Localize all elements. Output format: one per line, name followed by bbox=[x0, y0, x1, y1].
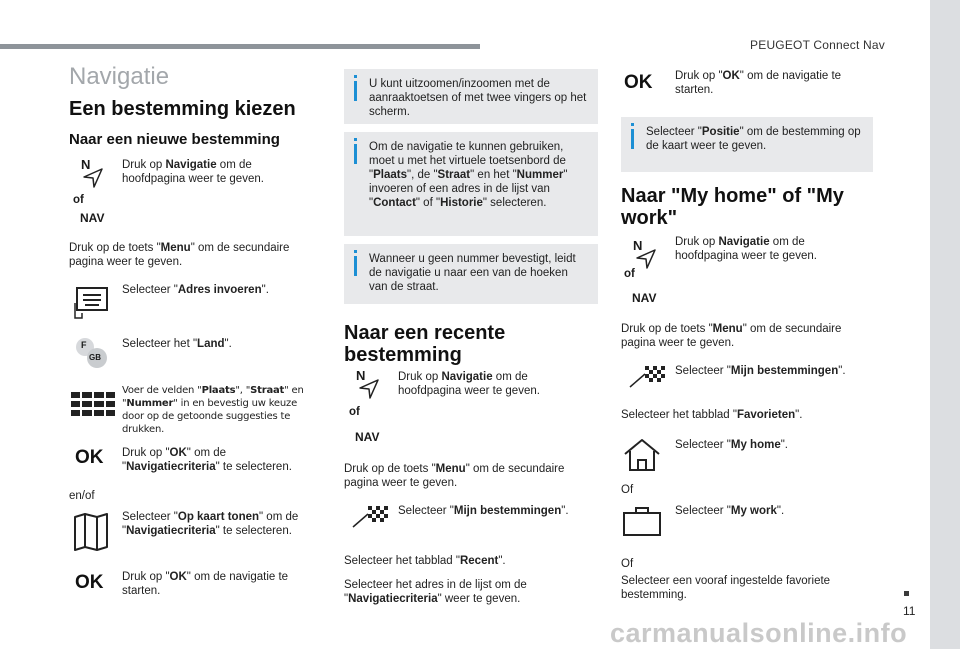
step-press-ok-start: Druk op "OK" om de navigatie te starten. bbox=[675, 70, 842, 96]
step-press-navigation: Druk op Navigatie om de hoofdpagina weer te geven. bbox=[675, 236, 817, 262]
heading-my-home-work: Naar "My home" of "My work" bbox=[621, 185, 844, 229]
navigation-arrow-icon bbox=[82, 167, 104, 189]
nav-button-icon bbox=[68, 155, 108, 225]
info-icon bbox=[354, 256, 357, 276]
destination-flag-icon bbox=[352, 506, 388, 528]
step-enter-address: Selecteer "Adres invoeren". bbox=[122, 284, 269, 296]
page-edge-tab bbox=[930, 0, 960, 649]
ok-icon: OK bbox=[75, 572, 104, 593]
nav-label: NAV bbox=[355, 430, 380, 444]
step-press-menu: Druk op de toets "Menu" om de secundaire pagina weer te geven. bbox=[69, 242, 290, 268]
info-text: Om de navigatie te kunnen gebruiken, moet u met het virtuele toetsenbord de "Plaats", de "Straat" en het "Nummer" invoeren of een adres in de lijst van "Contact" of "Historie" selecteren. bbox=[369, 141, 568, 209]
watermark: carmanualsonline.info bbox=[610, 618, 908, 648]
step-favorites-tab: Selecteer het tabblad "Favorieten". bbox=[621, 409, 803, 421]
step-press-ok-criteria: Druk op "OK" om de "Navigatiecriteria" te selecteren. bbox=[122, 447, 292, 473]
map-icon bbox=[73, 513, 109, 551]
step-select-country: Selecteer het "Land". bbox=[122, 338, 232, 350]
step-show-on-map: Selecteer "Op kaart tonen" om de "Navigatiecriteria" te selecteren. bbox=[122, 511, 299, 537]
info-text: U kunt uitzoomen/inzoomen met de aanraaktoetsen of met twee vingers op het scherm. bbox=[369, 78, 587, 118]
nav-button-icon bbox=[344, 364, 384, 444]
nav-arrow-letter: N bbox=[356, 368, 366, 383]
step-press-navigation: Druk op Navigatie om de hoofdpagina weer te geven. bbox=[398, 371, 540, 397]
step-press-menu: Druk op de toets "Menu" om de secundaire pagina weer te geven. bbox=[621, 323, 842, 349]
heading-recent-destination: Naar een recente bestemming bbox=[344, 322, 506, 366]
destination-flag-icon bbox=[629, 366, 665, 388]
section-title: Navigatie bbox=[69, 63, 170, 90]
step-my-destinations: Selecteer "Mijn bestemmingen". bbox=[398, 505, 569, 517]
ok-icon: OK bbox=[624, 72, 653, 93]
step-select-address: Selecteer het adres in de lijst om de "Navigatiecriteria" weer te geven. bbox=[344, 579, 527, 605]
continue-marker bbox=[904, 591, 909, 596]
step-enter-fields: Voer de velden "Plaats", "Straat" en "Nummer" in en bevestig uw keuze door op de getoonde suggesties te drukken. bbox=[122, 385, 304, 435]
or-label: of bbox=[73, 194, 84, 206]
or-label: of bbox=[349, 406, 360, 418]
country-code-a: F bbox=[81, 340, 87, 350]
info-text: Selecteer "Positie" om de bestemming op de kaart weer te geven. bbox=[646, 126, 861, 152]
info-box-position bbox=[621, 117, 873, 172]
nav-arrow-letter: N bbox=[633, 238, 643, 253]
step-select-favorite: Selecteer een vooraf ingestelde favoriete bestemming. bbox=[621, 575, 831, 601]
navigation-arrow-icon bbox=[635, 248, 657, 270]
step-press-navigation: Druk op Navigatie om de hoofdpagina weer te geven. bbox=[122, 159, 264, 185]
briefcase-icon bbox=[622, 505, 662, 537]
step-my-work: Selecteer "My work". bbox=[675, 505, 785, 517]
address-entry-icon bbox=[73, 285, 110, 320]
or-label: of bbox=[624, 268, 635, 280]
or-label-1: Of bbox=[621, 484, 634, 496]
or-label-2: Of bbox=[621, 558, 634, 570]
step-press-ok-start: Druk op "OK" om de navigatie te starten. bbox=[122, 571, 289, 597]
nav-arrow-letter: N bbox=[81, 157, 91, 172]
step-my-destinations: Selecteer "Mijn bestemmingen". bbox=[675, 365, 846, 377]
header-brand: PEUGEOT Connect Nav bbox=[750, 38, 885, 52]
info-icon bbox=[631, 129, 634, 149]
home-icon bbox=[623, 438, 661, 472]
info-icon bbox=[354, 81, 357, 101]
keyboard-grid-icon bbox=[71, 392, 115, 416]
step-press-menu: Druk op de toets "Menu" om de secundaire pagina weer te geven. bbox=[344, 463, 565, 489]
navigation-arrow-icon bbox=[358, 378, 380, 400]
info-box-zoom bbox=[344, 69, 598, 124]
step-my-home: Selecteer "My home". bbox=[675, 439, 788, 451]
info-text: Wanneer u geen nummer bevestigt, leidt de navigatie u naar een van de hoeken van de straat. bbox=[369, 253, 576, 293]
info-icon bbox=[354, 144, 357, 164]
nav-button-icon bbox=[621, 236, 661, 306]
country-icon bbox=[76, 338, 112, 370]
nav-label: NAV bbox=[632, 291, 657, 305]
subheading-new-destination: Naar een nieuwe bestemming bbox=[69, 131, 280, 148]
ok-icon: OK bbox=[75, 447, 104, 468]
heading-choose-destination: Een bestemming kiezen bbox=[69, 98, 296, 120]
country-code-b: GB bbox=[89, 353, 101, 362]
page-number: 11 bbox=[903, 604, 916, 618]
header-rule bbox=[0, 44, 480, 49]
nav-label: NAV bbox=[80, 211, 105, 225]
info-box-number bbox=[344, 244, 598, 304]
step-recent-tab: Selecteer het tabblad "Recent". bbox=[344, 555, 506, 567]
and-or-label: en/of bbox=[69, 490, 95, 502]
info-box-keyboard bbox=[344, 132, 598, 236]
